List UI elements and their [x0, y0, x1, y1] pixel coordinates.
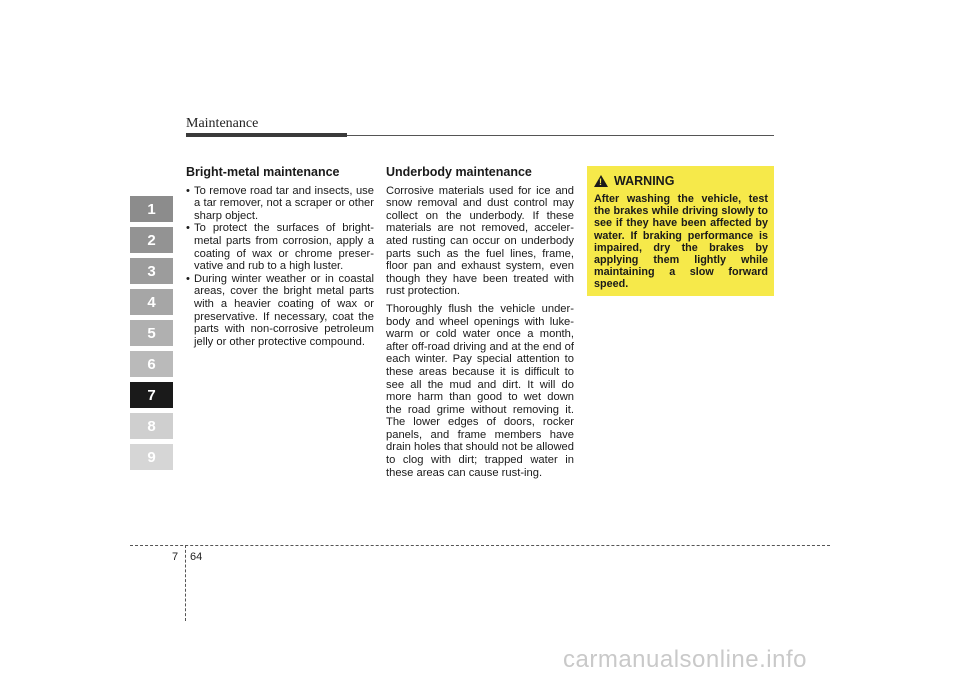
footer-divider [185, 545, 186, 621]
page-number: 64 [190, 551, 203, 563]
warning-header [594, 174, 768, 188]
chapter-tab-4[interactable]: 4 [130, 289, 173, 315]
warning-triangle-icon: ! [594, 175, 608, 187]
section-header-title: Maintenance [186, 116, 259, 131]
bright-metal-heading: Bright-metal maintenance [186, 165, 340, 179]
list-item: • To remove road tar and insects, use a tar remover, not a scraper or other sharp object. [186, 185, 374, 223]
warning-title: WARNING [614, 174, 675, 188]
footer-rule [130, 545, 830, 546]
chapter-tabs [130, 196, 173, 475]
chapter-tab-9[interactable]: 9 [130, 444, 173, 470]
underbody-section [386, 166, 574, 484]
chapter-tab-5[interactable]: 5 [130, 320, 173, 346]
header-rule [347, 135, 774, 136]
chapter-tab-3[interactable]: 3 [130, 258, 173, 284]
warning-body: After washing the vehicle, test the brakes while driving slowly to see if they have been affected by water. If braking performance is impaired, dry the brakes by applying them lightly while maintaining a slow forward speed. [594, 193, 768, 291]
underbody-heading: Underbody maintenance [386, 165, 532, 179]
list-item: • During winter weather or in coastal areas, cover the bright metal parts with a heavier coating of wax or preservative. If necessary, coat the parts with non-corrosive petroleum jelly or other protective compound. [186, 273, 374, 349]
warning-box [587, 166, 774, 296]
chapter-tab-8[interactable]: 8 [130, 413, 173, 439]
list-item: • To protect the surfaces of bright-metal parts from corrosion, apply a coating of wax or chrome preser-vative and rub to a high luster. [186, 222, 374, 272]
bright-metal-list [186, 185, 374, 349]
chapter-tab-2[interactable]: 2 [130, 227, 173, 253]
watermark: carmanualsonline.info [563, 646, 807, 673]
chapter-tab-6[interactable]: 6 [130, 351, 173, 377]
page-chapter-number: 7 [172, 551, 179, 563]
paragraph: Corrosive materials used for ice and snow removal and dust control may collect on the underbody. If these materials are not removed, acceler-ated rusting can occur on underbody parts such as the fuel lines, frame, floor pan and exhaust system, even though they have been treated with rust protection. [386, 184, 574, 298]
chapter-tab-1[interactable]: 1 [130, 196, 173, 222]
paragraph: Thoroughly flush the vehicle under-body and wheel openings with luke-warm or cold water once a month, after off-road driving and at the end of each winter. Pay special attention to these areas because it is difficult to see all the mud and dirt. It will do more harm than good to wet down the road grime without removing it. The lower edges of doors, rocker panels, and frame members have drain holes that should not be allowed to clog with dirt; trapped water in these areas can cause rust-ing. [386, 302, 574, 479]
bright-metal-section [186, 166, 374, 348]
header-bar [186, 133, 347, 137]
chapter-tab-7[interactable]: 7 [130, 382, 173, 408]
